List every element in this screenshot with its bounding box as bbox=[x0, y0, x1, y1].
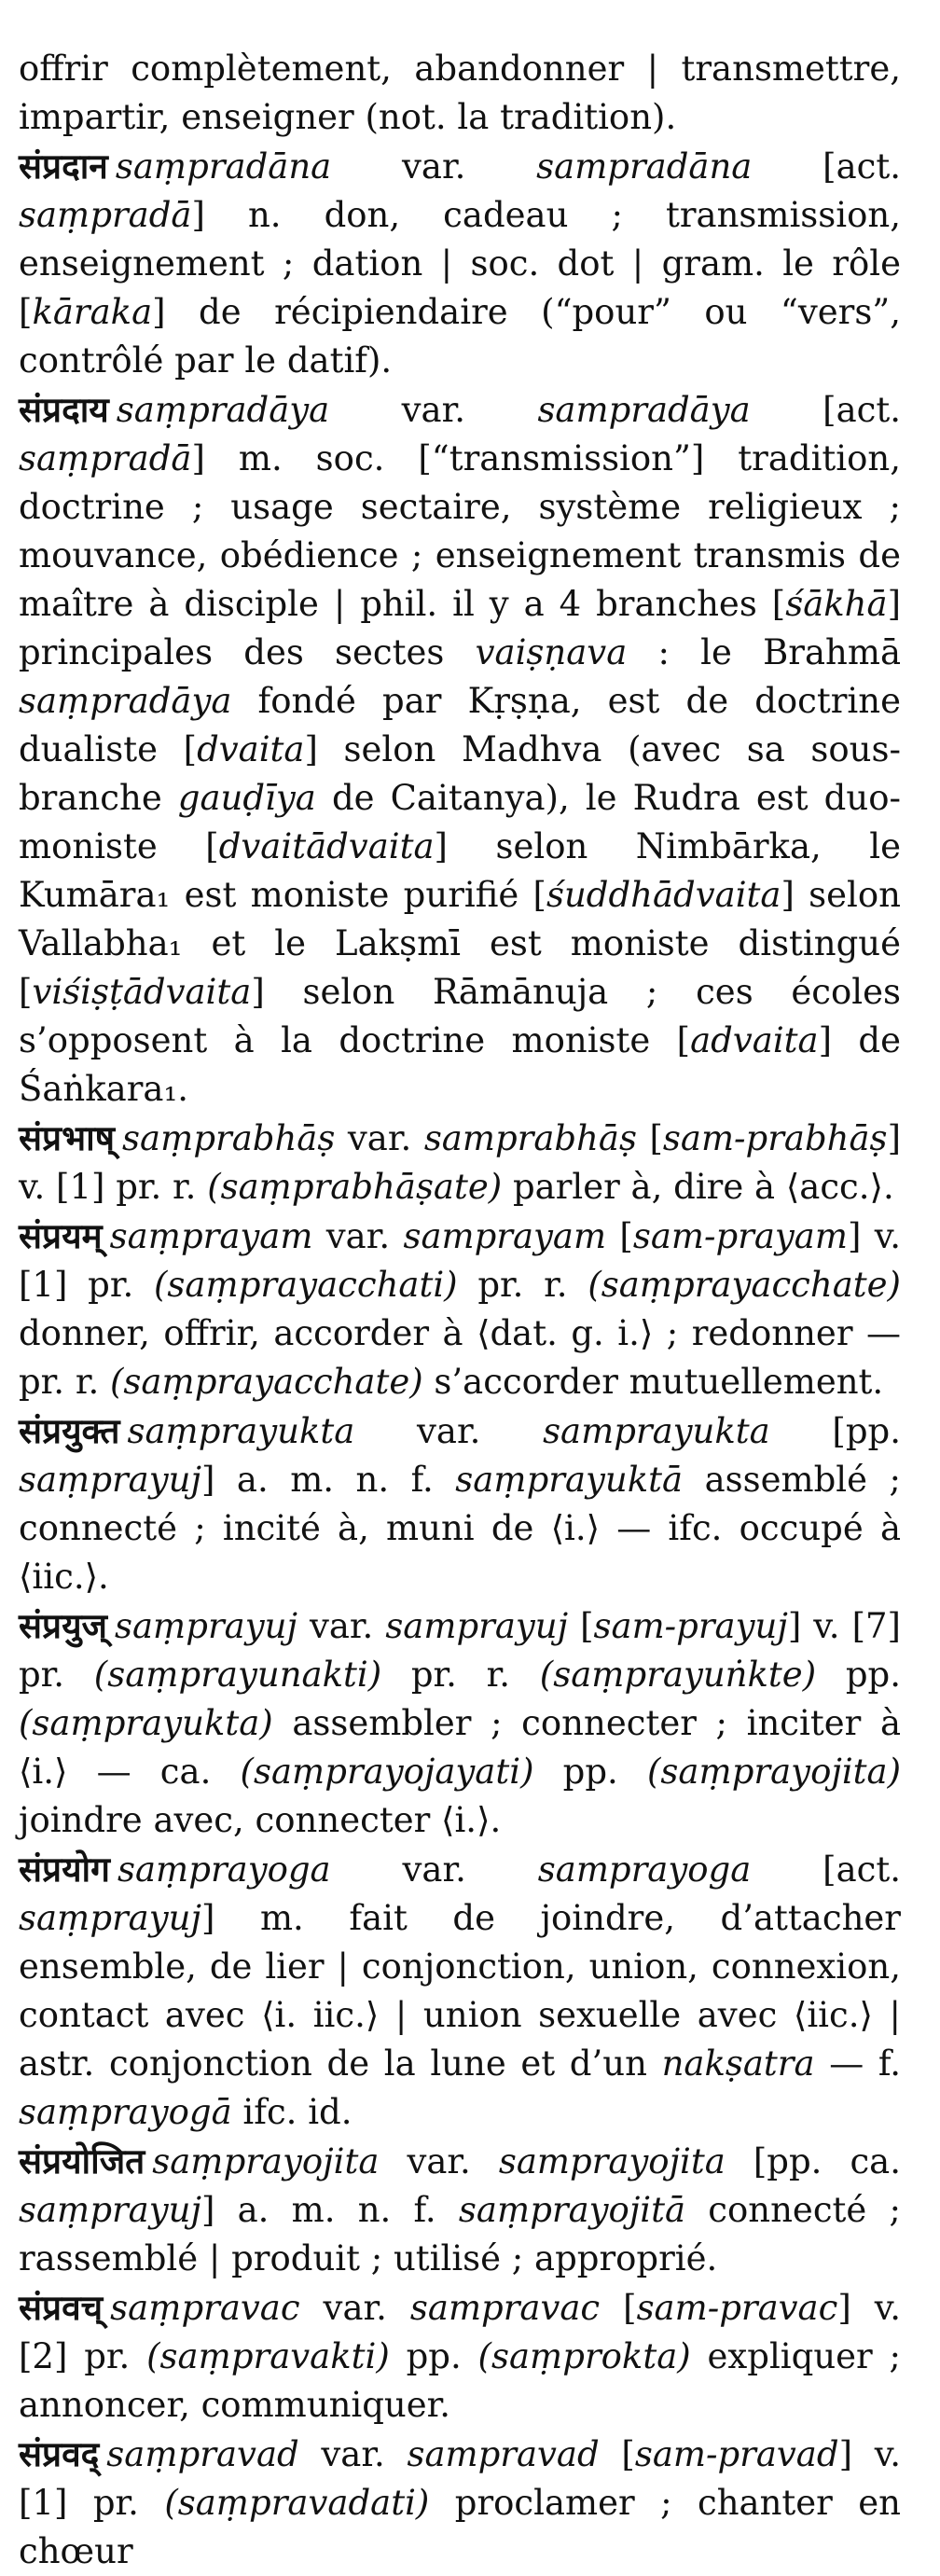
italic-text: saṃprabhāṣ bbox=[122, 1118, 336, 1158]
italic-text: sampradāna bbox=[536, 146, 753, 187]
italic-text: śuddhādvaita bbox=[546, 875, 781, 915]
italic-text: saṃprayuktā bbox=[455, 1460, 684, 1500]
italic-text: sam-pravad bbox=[634, 2434, 839, 2474]
italic-text: saṃprayuj bbox=[19, 1460, 201, 1500]
italic-text: sampravad bbox=[407, 2434, 600, 2474]
italic-text: saṃpradāna bbox=[115, 146, 332, 187]
dictionary-entry bbox=[19, 1601, 901, 1845]
italic-text: samprayam bbox=[403, 1216, 607, 1256]
text-run: ] v. [1] pr. r. bbox=[19, 1118, 901, 1207]
dictionary-entry bbox=[19, 1114, 901, 1212]
italic-text: vaiṣṇava bbox=[475, 632, 628, 672]
italic-text: saṃprayoga bbox=[117, 1849, 331, 1890]
text-run: — f. bbox=[814, 2043, 901, 2084]
text-run: pp. bbox=[533, 1752, 647, 1792]
text-run: expliquer ; annoncer, communiquer. bbox=[19, 2336, 901, 2425]
text-run: ] v. [1] pr. bbox=[19, 2434, 901, 2523]
text-run: [act. bbox=[751, 1849, 902, 1890]
entry-headword: संप्रदान bbox=[19, 145, 108, 187]
text-run: var. bbox=[299, 2288, 410, 2328]
italic-text: kāraka bbox=[32, 292, 153, 332]
text-run: parler à, dire à ⟨acc.⟩. bbox=[502, 1167, 894, 1207]
italic-text: saṃprayojitā bbox=[458, 2190, 686, 2230]
italic-text: saṃpradāya bbox=[19, 681, 232, 721]
text-run: joindre avec, connecter ⟨i.⟩. bbox=[19, 1800, 502, 1840]
italic-text: sampradāya bbox=[537, 390, 751, 430]
text-run: s’accorder mutuellement. bbox=[422, 1362, 884, 1402]
text-run: assemblé ; connecté ; incité à, muni de ⟨i.⟩ — ifc. occupé à ⟨iic.⟩. bbox=[19, 1460, 902, 1597]
italic-text: samprayukta bbox=[543, 1411, 770, 1451]
dictionary-entry bbox=[19, 385, 901, 1114]
italic-text: (saṃprayojita) bbox=[646, 1752, 902, 1792]
italic-text: saṃprayuj bbox=[19, 1898, 201, 1938]
italic-text: saṃprayojita bbox=[152, 2141, 380, 2181]
italic-text: saṃprayuj bbox=[19, 2190, 201, 2230]
italic-text: samprayoga bbox=[537, 1849, 752, 1890]
text-run: ifc. id. bbox=[231, 2092, 352, 2132]
entry-list bbox=[19, 142, 901, 2576]
text-run: [act. bbox=[750, 390, 901, 430]
italic-text: samprabhāṣ bbox=[423, 1118, 637, 1158]
italic-text: dvaitādvaita bbox=[218, 826, 435, 866]
italic-text: saṃprayukta bbox=[127, 1411, 355, 1451]
italic-text: sam-prabhāṣ bbox=[662, 1118, 888, 1158]
italic-text: (saṃprayacchate) bbox=[588, 1265, 901, 1305]
entry-headword: संप्रयम् bbox=[19, 1215, 103, 1256]
italic-text: (saṃprabhāṣate) bbox=[207, 1167, 503, 1207]
text-run: [pp. ca. bbox=[725, 2141, 901, 2181]
italic-text: gauḍīya bbox=[177, 778, 316, 818]
text-run: [act. bbox=[752, 146, 901, 187]
text-run: var. bbox=[297, 1606, 386, 1646]
text-run: pr. r. bbox=[457, 1265, 588, 1305]
text-run: [ bbox=[606, 1216, 633, 1256]
italic-text: samprayojita bbox=[498, 2141, 726, 2181]
italic-text: (saṃprokta) bbox=[477, 2336, 691, 2376]
italic-text: sam-pravac bbox=[636, 2288, 838, 2328]
italic-text: saṃprayam bbox=[109, 1216, 313, 1256]
text-run: pp. bbox=[389, 2336, 478, 2376]
text-run: ] selon Madhva (avec sa sous-branche bbox=[19, 729, 901, 818]
entry-headword: संप्रदाय bbox=[19, 389, 109, 430]
text-run: var. bbox=[330, 1849, 538, 1890]
dictionary-entry bbox=[19, 1845, 901, 2137]
text-run: ] de récipiendaire (“pour” ou “vers”, contrôlé par le datif). bbox=[19, 292, 901, 381]
text-run: [ bbox=[636, 1118, 663, 1158]
entry-headword: संप्रयोग bbox=[19, 1849, 110, 1890]
italic-text: saṃpradāya bbox=[116, 390, 330, 430]
text-run: [pp. bbox=[769, 1411, 901, 1451]
italic-text: (saṃprayuṅkte) bbox=[539, 1655, 817, 1695]
italic-text: nakṣatra bbox=[661, 2043, 815, 2084]
text-run: [ bbox=[599, 2434, 635, 2474]
dictionary-entry bbox=[19, 1406, 901, 1601]
text-run: fondé par Kṛṣṇa, est de doctrine dualiste [ bbox=[19, 681, 901, 769]
dictionary-entry bbox=[19, 2283, 901, 2430]
text-run: ] m. soc. [“transmission”] tradition, doctrine ; usage sectaire, système religieux ; mouvance, obédience ; enseignement transmis de maître à disciple | phil. il y a 4 branches [ bbox=[19, 438, 901, 624]
text-run: ] a. m. n. f. bbox=[200, 1460, 456, 1500]
text-run: pp. bbox=[816, 1655, 901, 1695]
text-run: var. bbox=[331, 146, 537, 187]
text-run: [ bbox=[568, 1606, 594, 1646]
text-run: pr. r. bbox=[381, 1655, 540, 1695]
italic-text: saṃpravad bbox=[106, 2434, 299, 2474]
dictionary-entry bbox=[19, 2430, 901, 2576]
text-run: var. bbox=[329, 390, 538, 430]
text-run: ] a. m. n. f. bbox=[200, 2190, 459, 2230]
text-run: donner, offrir, accorder à ⟨dat. g. i.⟩ ; redonner — pr. r. bbox=[19, 1313, 901, 1402]
italic-text: (saṃprayukta) bbox=[19, 1703, 273, 1743]
text-run: ] v. [1] pr. bbox=[19, 1216, 901, 1305]
text-run: ] v. [2] pr. bbox=[19, 2288, 901, 2376]
italic-text: (saṃprayacchate) bbox=[109, 1362, 423, 1402]
italic-text: sam-prayuj bbox=[593, 1606, 788, 1646]
text-run: ] selon Rāmānuja ; ces écoles s’opposent à la doctrine moniste [ bbox=[19, 972, 901, 1060]
text-run: offrir complètement, abandonner | transmettre, impartir, enseigner (not. la tradition). bbox=[19, 48, 901, 137]
text-run: proclamer ; chanter en chœur bbox=[19, 2483, 901, 2571]
entry-headword: संप्रवच् bbox=[19, 2287, 104, 2328]
text-run: de Caitanya), le Rudra est duo-moniste [ bbox=[19, 778, 901, 866]
text-run: var. bbox=[379, 2141, 499, 2181]
text-run: var. bbox=[354, 1411, 544, 1451]
italic-text: saṃprayuj bbox=[114, 1606, 297, 1646]
text-run: ] v. [7] pr. bbox=[19, 1606, 901, 1695]
entry-headword: संप्रयुक्त bbox=[19, 1410, 120, 1451]
entry-headword: संप्रवद् bbox=[19, 2433, 100, 2474]
italic-text: (saṃpravadati) bbox=[164, 2483, 430, 2523]
dictionary-entry bbox=[19, 142, 901, 385]
italic-text: (saṃprayojayati) bbox=[240, 1752, 534, 1792]
dictionary-entry bbox=[19, 1212, 901, 1406]
entry-headword: संप्रयुज् bbox=[19, 1605, 107, 1646]
italic-text: saṃprayogā bbox=[19, 2092, 232, 2132]
dictionary-entry bbox=[19, 2137, 901, 2283]
italic-text: sampravac bbox=[409, 2288, 601, 2328]
italic-text: advaita bbox=[690, 1020, 819, 1060]
italic-text: śākhā bbox=[785, 584, 888, 624]
text-run: ] selon Nimbārka, le Kumāra₁ est moniste purifié [ bbox=[19, 826, 901, 915]
text-run: ] principales des sectes bbox=[19, 584, 901, 672]
italic-text: saṃpravac bbox=[110, 2288, 300, 2328]
text-run: ] m. fait de joindre, d’attacher ensemble, de lier | conjonction, union, connexion, contact avec ⟨i. iic.⟩ | union sexuelle avec ⟨iic.⟩ | astr. conjonction de la lune et d’un bbox=[19, 1898, 901, 2084]
entry-headword: संप्रभाष् bbox=[19, 1117, 116, 1158]
text-run: var. bbox=[298, 2434, 408, 2474]
text-run: assembler ; connecter ; inciter à ⟨i.⟩ — ca. bbox=[19, 1703, 901, 1792]
italic-text: (saṃprayunakti) bbox=[93, 1655, 382, 1695]
italic-text: (saṃpravakti) bbox=[146, 2336, 390, 2376]
italic-text: (saṃprayacchati) bbox=[153, 1265, 458, 1305]
continued-definition bbox=[19, 45, 901, 142]
text-run: ] n. don, cadeau ; transmission, enseignement ; dation | soc. dot | gram. le rôle [ bbox=[19, 195, 901, 332]
italic-text: samprayuj bbox=[385, 1606, 569, 1646]
text-run: connecté ; rassemblé | produit ; utilisé ; approprié. bbox=[19, 2190, 901, 2278]
text-run: ] selon Vallabha₁ et le Lakṣmī est moniste distingué [ bbox=[19, 875, 901, 1012]
italic-text: dvaita bbox=[197, 729, 305, 769]
text-run: : le Brahmā bbox=[627, 632, 902, 672]
text-run: var. bbox=[335, 1118, 424, 1158]
entry-headword: संप्रयोजित bbox=[19, 2140, 145, 2181]
italic-text: sam-prayam bbox=[632, 1216, 848, 1256]
italic-text: saṃpradā bbox=[19, 438, 192, 478]
text-run: ] de Śaṅkara₁. bbox=[19, 1020, 901, 1109]
text-run: var. bbox=[312, 1216, 404, 1256]
italic-text: viśiṣṭādvaita bbox=[32, 972, 252, 1012]
text-run: [ bbox=[600, 2288, 637, 2328]
italic-text: saṃpradā bbox=[19, 195, 192, 235]
